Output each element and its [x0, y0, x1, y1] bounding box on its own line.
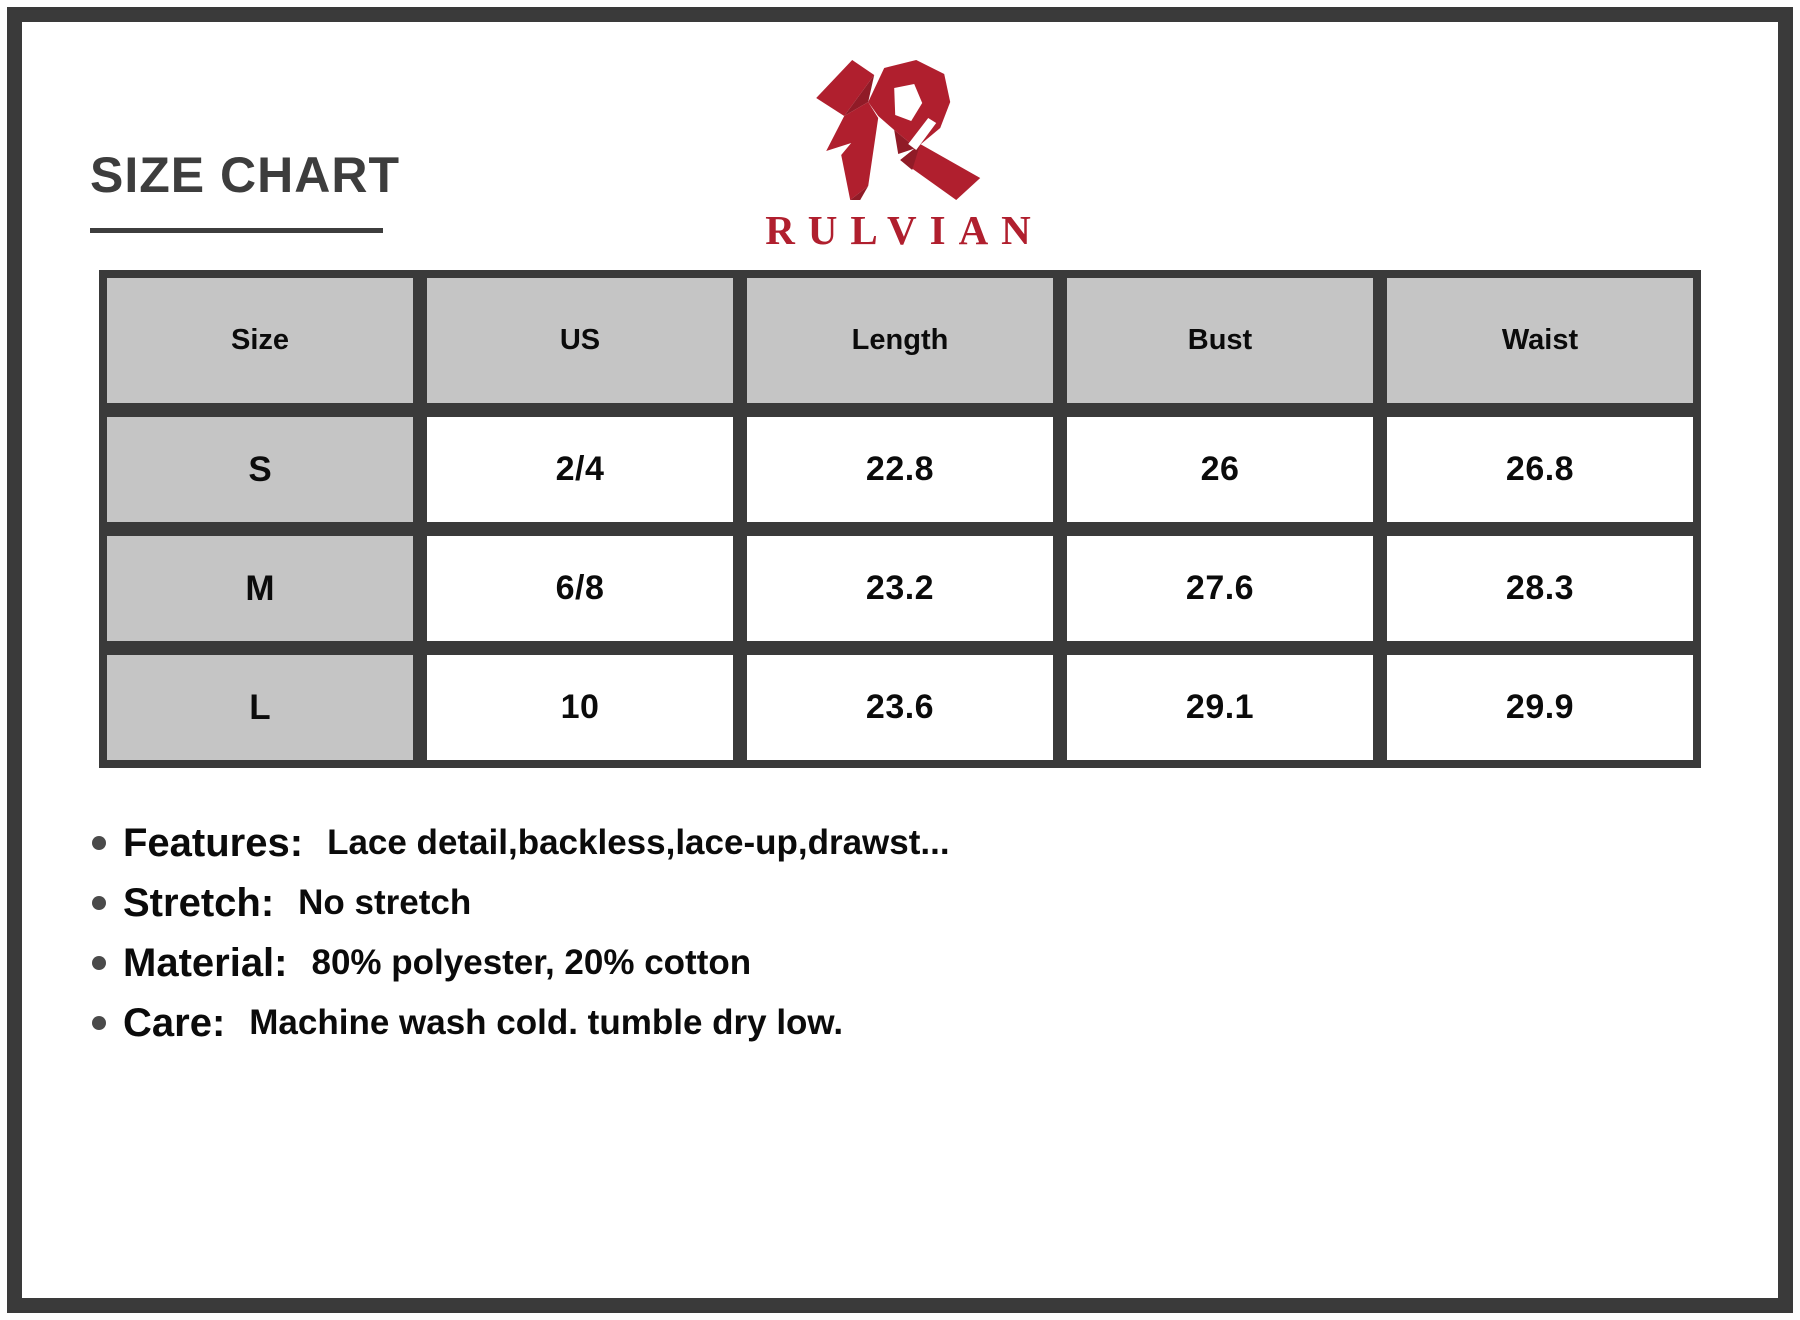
detail-label: Material: — [123, 940, 288, 985]
page-title: SIZE CHART — [90, 147, 400, 203]
detail-value: Lace detail,backless,lace-up,drawst... — [327, 823, 950, 862]
row-l-length-cell: 23.6 — [747, 655, 1053, 760]
detail-value: 80% polyester, 20% cotton — [311, 943, 752, 982]
row-m-size-cell: M — [107, 536, 413, 641]
header-cell-bust: Bust — [1067, 278, 1373, 403]
title-underline — [90, 228, 383, 233]
detail-line-material — [92, 933, 950, 993]
row-m-bust-cell: 27.6 — [1067, 536, 1373, 641]
size-table — [99, 270, 1701, 768]
detail-label: Features: — [123, 820, 304, 865]
header-cell-size: Size — [107, 278, 413, 403]
bullet-icon — [92, 1016, 106, 1030]
row-s-waist-cell: 26.8 — [1387, 417, 1693, 522]
row-s-bust-cell: 26 — [1067, 417, 1373, 522]
header-cell-waist: Waist — [1387, 278, 1693, 403]
detail-label: Care: — [123, 1000, 226, 1045]
bullet-icon — [92, 836, 106, 850]
detail-line-care — [92, 993, 950, 1053]
detail-value: Machine wash cold. tumble dry low. — [249, 1003, 844, 1042]
header-cell-us: US — [427, 278, 733, 403]
row-s-size-cell: S — [107, 417, 413, 522]
row-m-waist-cell: 28.3 — [1387, 536, 1693, 641]
row-l-us-cell: 10 — [427, 655, 733, 760]
detail-value: No stretch — [298, 883, 472, 922]
row-l-waist-cell: 29.9 — [1387, 655, 1693, 760]
row-s-us-cell: 2/4 — [427, 417, 733, 522]
product-details-list — [92, 813, 950, 1053]
brand-name: RULVIAN — [765, 207, 1044, 253]
bullet-icon — [92, 956, 106, 970]
row-m-us-cell: 6/8 — [427, 536, 733, 641]
detail-line-features — [92, 813, 950, 873]
row-l-size-cell: L — [107, 655, 413, 760]
brand-r-logo-icon — [814, 58, 982, 202]
brand-block — [752, 58, 1044, 254]
detail-line-stretch — [92, 873, 950, 933]
detail-label: Stretch: — [123, 880, 275, 925]
header-cell-length: Length — [747, 278, 1053, 403]
row-s-length-cell: 22.8 — [747, 417, 1053, 522]
row-l-bust-cell: 29.1 — [1067, 655, 1373, 760]
bullet-icon — [92, 896, 106, 910]
row-m-length-cell: 23.2 — [747, 536, 1053, 641]
